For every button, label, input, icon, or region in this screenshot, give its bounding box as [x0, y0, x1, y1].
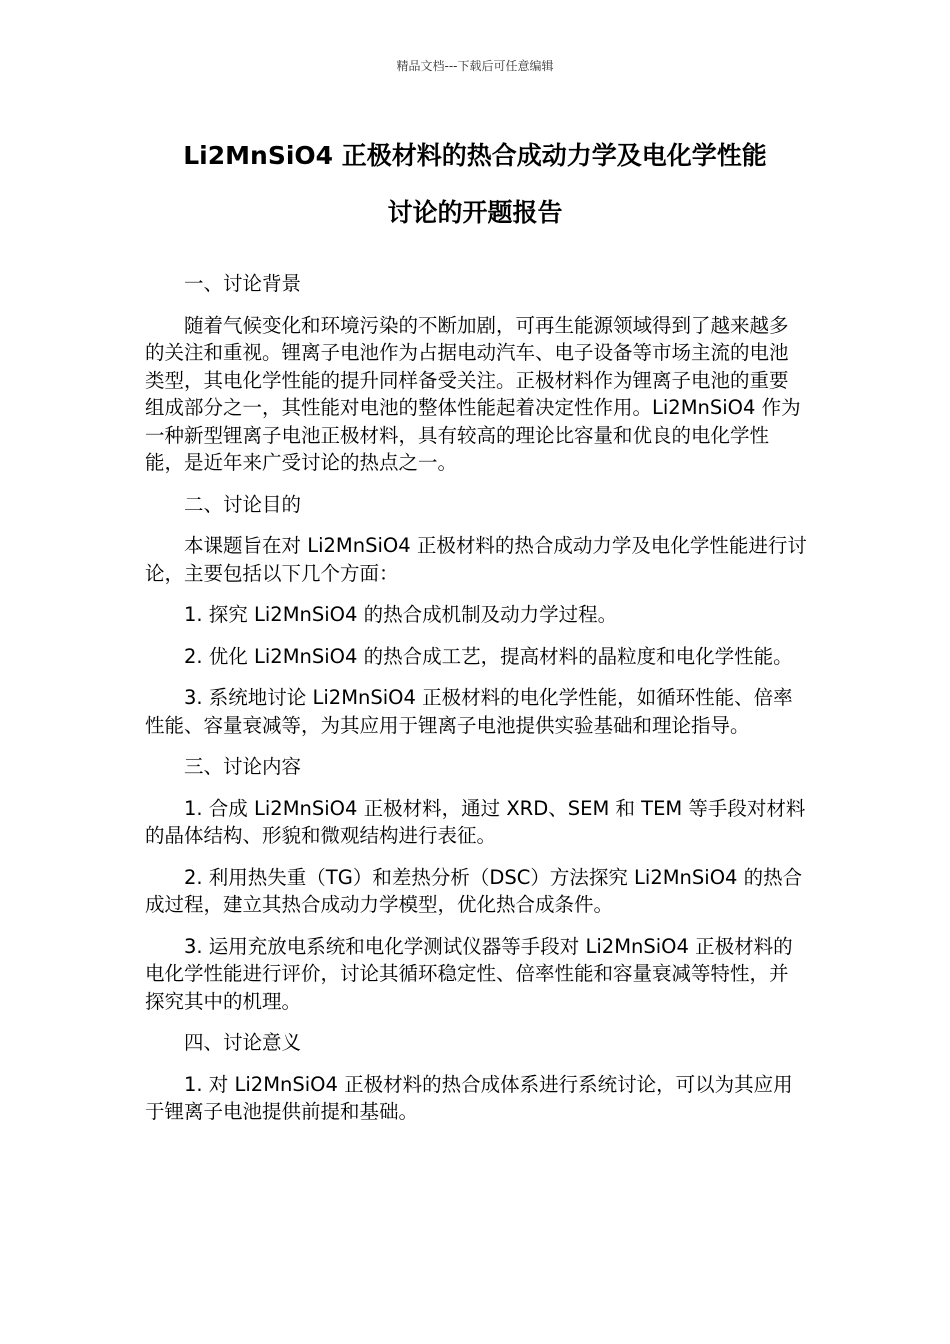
purpose-item: 1. 探究 Li2MnSiO4 的热合成机制及动力学过程。: [184, 603, 618, 626]
background-paragraph: 随着气候变化和环境污染的不断加剧，可再生能源领域得到了越来越多的关注和重视。锂离子电池作为占据电动汽车、电子设备等市场主流的电池类型，其电化学性能的提升同样备受关注。正极材料作为锂离子电池的重要组成部分之一，其性能对电池的整体性能起着决定性作用。Li2MnSiO4 作为一种新型锂离子电池正极材料，具有较高的理论比容量和优良的电化学性能，是近年来广受讨论的热点之一。: [145, 313, 801, 474]
content-item: 1. 合成 Li2MnSiO4 正极材料，通过 XRD、SEM 和 TEM 等手段对材料的晶体结构、形貌和微观结构进行表征。: [145, 796, 806, 847]
section-heading-purpose: 二、讨论目的: [184, 492, 302, 516]
document-title-line-2: 讨论的开题报告: [387, 198, 563, 227]
purpose-intro-paragraph: 本课题旨在对 Li2MnSiO4 正极材料的热合成动力学及电化学性能进行讨论，主要包括以下几个方面：: [145, 534, 807, 585]
purpose-item: 2. 优化 Li2MnSiO4 的热合成工艺，提高材料的晶粒度和电化学性能。: [184, 644, 793, 668]
content-item: 3. 运用充放电系统和电化学测试仪器等手段对 Li2MnSiO4 正极材料的电化学性能进行评价，讨论其循环稳定性、倍率性能和容量衰减等特性，并探究其中的机理。: [145, 934, 793, 1013]
purpose-item: 3. 系统地讨论 Li2MnSiO4 正极材料的电化学性能，如循环性能、倍率性能、容量衰减等，为其应用于锂离子电池提供实验基础和理论指导。: [145, 686, 793, 737]
significance-item: 1. 对 Li2MnSiO4 正极材料的热合成体系进行系统讨论，可以为其应用于锂离子电池提供前提和基础。: [145, 1072, 793, 1123]
section-heading-background: 一、讨论背景: [184, 272, 302, 295]
header-note: 精品文档---下载后可任意编辑: [396, 59, 554, 73]
content-item: 2. 利用热失重（TG）和差热分析（DSC）方法探究 Li2MnSiO4 的热合成过程，建立其热合成动力学模型，优化热合成条件。: [145, 865, 803, 916]
document-title-line-1: Li2MnSiO4 正极材料的热合成动力学及电化学性能: [183, 141, 767, 170]
document-body: [145, 270, 807, 1140]
section-heading-significance: 四、讨论意义: [184, 1031, 302, 1054]
section-heading-content: 三、讨论内容: [184, 755, 302, 778]
